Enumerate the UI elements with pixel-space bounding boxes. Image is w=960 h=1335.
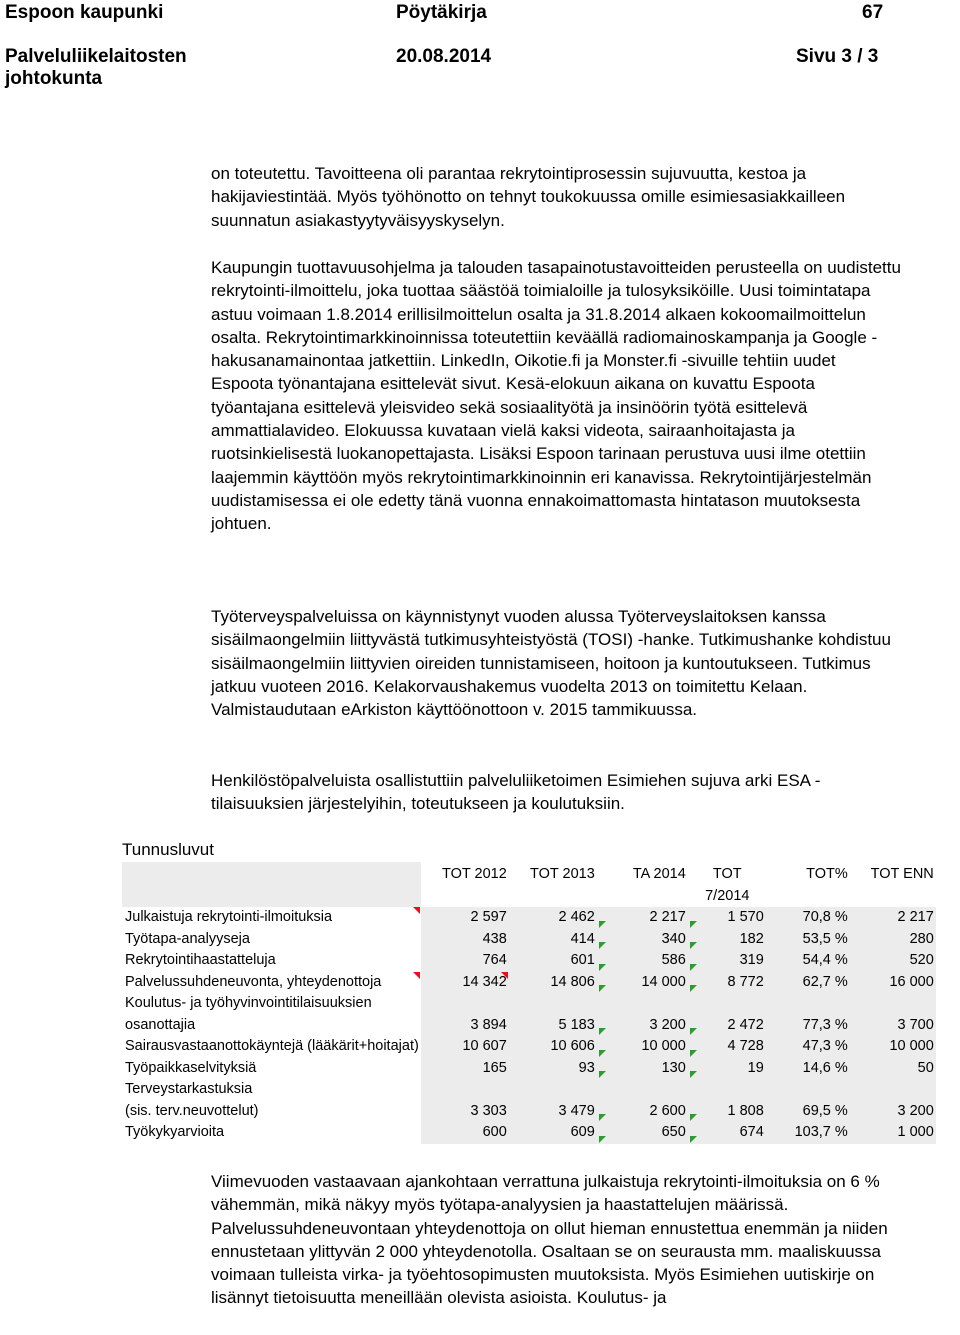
row-label: [122, 1122, 421, 1144]
cell-value: 1 570: [727, 909, 764, 925]
table-cell: [850, 907, 936, 929]
cell-value: 103,7 %: [794, 1124, 848, 1140]
formula-indicator-icon: [690, 964, 697, 971]
cell-value: 340: [661, 930, 686, 947]
table-cell: [597, 972, 688, 994]
table-cell: [688, 929, 766, 951]
row-label: [122, 929, 421, 951]
paragraph-text: Viimevuoden vastaavaan ajankohtaan verrattuna julkaistuja rekrytointi-ilmoituksia on 6 % vähemmän, mikä näkyy myös työtapa-analyysien ja haastattelujen määrissä. Palvelussuhdeneuvontaan yhteydenottoja on ollut hieman ennustettua enemmän ja niiden ennustetaan ylittyvän 2 000 yhteydenotolla. Osaltaan se on seurausta mm. maaliskuussa voimaan tulleista virka- ja työehtosopimusten muutoksista. Myös Esimiehen uutiskirje on lisännyt tietoisuutta meneillään olevista asioista. Koulutus- ja: [211, 1172, 888, 1308]
row-label: [122, 972, 421, 994]
table-row: [122, 1058, 936, 1080]
table-cell: [509, 950, 597, 972]
meeting-date: 20.08.2014: [396, 46, 492, 67]
cell-value: 600: [482, 1124, 507, 1140]
table-cell: [766, 907, 850, 929]
table-cell: [421, 1079, 509, 1122]
cell-value: 10 606: [550, 1038, 595, 1054]
formula-indicator-icon: [599, 964, 606, 971]
row-label-text: Terveystarkastuksia: [125, 1081, 253, 1097]
cell-value: 319: [739, 952, 764, 968]
formula-indicator-icon: [690, 942, 697, 949]
cell-value: 586: [661, 952, 686, 968]
cell-value: 14,6 %: [802, 1059, 848, 1076]
table-cell: [850, 1079, 936, 1122]
board-name-line2: johtokunta: [5, 68, 103, 89]
table-cell: [509, 1036, 597, 1058]
cell-value: 3 700: [897, 1016, 934, 1033]
table-cell: [597, 1122, 688, 1144]
cell-value: 280: [909, 930, 934, 947]
table-cell: [766, 993, 850, 1036]
table-row: [122, 929, 936, 951]
cell-value: 3 894: [470, 1016, 507, 1033]
cell-value: 182: [739, 930, 764, 947]
cell-value: 520: [909, 952, 934, 968]
cell-value: 8 772: [727, 973, 764, 990]
paragraph-hr-services: [211, 769, 901, 816]
formula-indicator-icon: [690, 1050, 697, 1057]
table-cell: [850, 993, 936, 1036]
table-cell: [850, 1122, 936, 1144]
paragraph-text: Henkilöstöpalveluista osallistuttiin palveluliiketoimen Esimiehen sujuva arki ESA -tilaisuuksien järjestelyihin, toteutukseen ja koulutuksiin.: [211, 771, 821, 814]
table-cell: [766, 1036, 850, 1058]
table-cell: [509, 1058, 597, 1080]
cell-value: 650: [661, 1124, 686, 1140]
cell-value: 19: [747, 1059, 764, 1076]
table-cell: [688, 950, 766, 972]
paragraph-summary: [211, 1170, 901, 1310]
cell-value: 3 479: [558, 1102, 595, 1119]
cell-value: 53,5 %: [802, 930, 848, 947]
table-cell: [421, 1036, 509, 1058]
key-figures-table: [122, 862, 936, 1144]
formula-indicator-icon: [690, 1028, 697, 1035]
formula-indicator-icon: [599, 985, 606, 992]
formula-indicator-icon: [690, 1136, 697, 1143]
header-tot2013: TOT 2013: [509, 862, 597, 907]
cell-value: 54,4 %: [802, 952, 848, 968]
table-cell: [766, 1122, 850, 1144]
header-tot-label: TOT: [712, 866, 742, 882]
formula-indicator-icon: [599, 942, 606, 949]
comment-marker-icon[interactable]: [413, 907, 420, 914]
table-row: [122, 972, 936, 994]
cell-value: 1 808: [727, 1102, 764, 1119]
table-cell: [509, 993, 597, 1036]
table-cell: [688, 993, 766, 1036]
cell-value: 1 000: [897, 1124, 934, 1140]
paragraph-recruitment-marketing: [211, 256, 901, 536]
formula-indicator-icon: [690, 985, 697, 992]
cell-value: 609: [570, 1124, 595, 1140]
table-cell: [509, 1122, 597, 1144]
table-cell: [421, 950, 509, 972]
cell-value: 3 200: [897, 1102, 934, 1119]
header-label-cell: [122, 862, 421, 907]
cell-value: 77,3 %: [802, 1016, 848, 1033]
table-cell: [597, 907, 688, 929]
row-label: [122, 993, 421, 1036]
formula-indicator-icon: [690, 1114, 697, 1121]
comment-marker-icon[interactable]: [413, 972, 420, 979]
table-cell: [850, 950, 936, 972]
cell-value: 14 342: [462, 973, 507, 990]
comment-marker-icon[interactable]: [501, 972, 508, 979]
row-label-text: Palvelussuhdeneuvonta, yhteydenottoja: [125, 973, 382, 990]
cell-value: 414: [570, 930, 595, 947]
table-cell: [766, 950, 850, 972]
table-cell: [850, 1058, 936, 1080]
row-label-text: Julkaistuja rekrytointi-ilmoituksia: [125, 909, 333, 925]
header-7-2014-label: 7/2014: [705, 887, 750, 904]
table-row: [122, 950, 936, 972]
paragraph-text: Kaupungin tuottavuusohjelma ja talouden tasapainotustavoitteiden perusteella on uudistettu rekrytointi-ilmoittelu, joka tuottaa säästöä toimialoille ja tulosyksiköille. Uusi toimintatapa astuu voimaan 1.8.2014 erillisilmoittelun osalta ja 31.8.2014 alkaen kokoomailmoittelun osalta. Rekrytointimarkkinoinnissa toteutettiin keväällä radiomainoskampanja ja Google -hakusanamainontaa jatkettiin. LinkedIn, Oikotie.fi ja Monster.fi -sivuille tehtiin uudet Espoota työnantajana esittelevät sivut. Kesä-elokuun aikana on kuvattu Espoota työantajana esittelevä yleisvideo sekä sosiaalityötä ja insinöörin työtä esittelevä ammattialavideo. Elokuussa kuvataan vielä kaksi videota, sairaanhoitajasta ja ruotsinkielisestä luokanopettajasta. Lisäksi Espoon tarinaan perustuva uusi ilme otettiin laajemmin käyttöön myös rekrytointimarkkinoinnin eri kanavissa. Rekrytointijärjestelmän uudistamisessa ei ole edetty tänä vuonna ennakoimattomasta hintatason muutoksesta johtuen.: [211, 258, 901, 534]
table-cell: [688, 1036, 766, 1058]
formula-indicator-icon: [599, 1028, 606, 1035]
row-label: [122, 1058, 421, 1080]
formula-indicator-icon: [599, 921, 606, 928]
header-tot2012: TOT 2012: [421, 862, 509, 907]
cell-value: 10 000: [889, 1038, 934, 1054]
row-label-text: Koulutus- ja työhyvinvointitilaisuuksien: [125, 995, 372, 1011]
table-cell: [766, 1058, 850, 1080]
table-cell: [688, 1079, 766, 1122]
page-indicator: Sivu 3 / 3: [796, 46, 879, 67]
cell-value: 50: [917, 1059, 934, 1076]
row-label-text: Työtapa-analyyseja: [125, 930, 250, 947]
row-label: [122, 1036, 421, 1058]
cell-value: 47,3 %: [802, 1038, 848, 1054]
table-cell: [509, 907, 597, 929]
cell-value: 2 597: [470, 909, 507, 925]
cell-value: 4 728: [727, 1038, 764, 1054]
cell-value: 10 000: [641, 1038, 686, 1054]
table-cell: [688, 907, 766, 929]
table-row: [122, 993, 936, 1036]
cell-value: 2 217: [897, 909, 934, 925]
table-row: [122, 1122, 936, 1144]
table-cell: [421, 1058, 509, 1080]
table-cell: [766, 972, 850, 994]
table-cell: [597, 1058, 688, 1080]
row-label-text-line2: osanottajia: [125, 1016, 196, 1033]
document-type: Pöytäkirja: [396, 2, 487, 23]
board-name-line1: Palveluliikelaitosten: [5, 46, 187, 67]
table-cell: [421, 907, 509, 929]
table-cell: [597, 1079, 688, 1122]
paragraph-text: on toteutettu. Tavoitteena oli parantaa rekrytointiprosessin sujuvuutta, kestoa ja hakijaviestintää. Myös työhönotto on tehnyt toukokuussa omille esimiesasiakkailleen suunnatun asiakastyytyväisyyskyselyn.: [211, 164, 846, 230]
cell-value: 130: [661, 1059, 686, 1076]
section-title-key-figures: Tunnusluvut: [122, 840, 214, 859]
formula-indicator-icon: [690, 921, 697, 928]
table-cell: [688, 972, 766, 994]
row-label: [122, 907, 421, 929]
cell-value: 62,7 %: [802, 973, 848, 990]
cell-value: 10 607: [462, 1038, 507, 1054]
paragraph-text: Työterveyspalveluissa on käynnistynyt vuoden alussa Työterveyslaitoksen kanssa sisäilmaongelmiin liittyvästä tutkimusyhteistyöstä (TOSI) -hanke. Tutkimushanke kohdistuu sisäilmaongelmiin liittyvien oireiden tunnistamiseen, hoitoon ja kuntoutukseen. Tutkimus jatkuu vuoteen 2016. Kelakorvaushakemus vuodelta 2013 on toimitettu Kelaan. Valmistaudutaan eArkiston käyttöönottoon v. 2015 tammikuussa.: [211, 607, 891, 720]
cell-value: 14 806: [550, 973, 595, 990]
row-label: [122, 950, 421, 972]
row-label-text: Työpaikkaselvityksiä: [125, 1059, 257, 1076]
formula-indicator-icon: [599, 1050, 606, 1057]
table-cell: [421, 993, 509, 1036]
table-cell: [688, 1122, 766, 1144]
table-row: [122, 1036, 936, 1058]
table-row: [122, 1079, 936, 1122]
cell-value: 93: [578, 1059, 595, 1076]
cell-value: 5 183: [558, 1016, 595, 1033]
cell-value: 165: [482, 1059, 507, 1076]
table-cell: [509, 1079, 597, 1122]
header-ta2014: TA 2014: [597, 862, 688, 907]
table-cell: [597, 1036, 688, 1058]
table-cell: [597, 929, 688, 951]
cell-value: 601: [570, 952, 595, 968]
cell-value: 2 217: [649, 909, 686, 925]
cell-value: 3 200: [649, 1016, 686, 1033]
table-cell: [597, 950, 688, 972]
table-cell: [850, 972, 936, 994]
row-label-text-line2: (sis. terv.neuvottelut): [125, 1102, 259, 1119]
paragraph-occupational-health: [211, 605, 901, 721]
table-row: [122, 907, 936, 929]
org-name: Espoon kaupunki: [5, 2, 164, 23]
header-tot-7-2014: [688, 862, 766, 907]
row-label: [122, 1079, 421, 1122]
table-cell: [421, 972, 509, 994]
cell-value: 14 000: [641, 973, 686, 990]
table-cell: [850, 1036, 936, 1058]
table-cell: [509, 972, 597, 994]
table-cell: [421, 929, 509, 951]
row-label-text: Työkykyarvioita: [125, 1124, 225, 1140]
formula-indicator-icon: [599, 1071, 606, 1078]
cell-value: 16 000: [889, 973, 934, 990]
cell-value: 2 600: [649, 1102, 686, 1119]
paragraph-recruitment-survey: [211, 162, 901, 232]
formula-indicator-icon: [690, 1071, 697, 1078]
cell-value: 2 472: [727, 1016, 764, 1033]
table-header-row: [122, 862, 936, 907]
cell-value: 764: [482, 952, 507, 968]
row-label-text: Sairausvastaanottokäyntejä (lääkärit+hoitajat): [125, 1038, 419, 1054]
row-label-text: Rekrytointihaastatteluja: [125, 952, 276, 968]
header-tot-percent: TOT%: [766, 862, 850, 907]
cell-value: 674: [739, 1124, 764, 1140]
table-cell: [688, 1058, 766, 1080]
cell-value: 438: [482, 930, 507, 947]
table-cell: [421, 1122, 509, 1144]
header-tot-enn: TOT ENN: [850, 862, 936, 907]
cell-value: 3 303: [470, 1102, 507, 1119]
table-cell: [766, 929, 850, 951]
cell-value: 2 462: [558, 909, 595, 925]
document-number: 67: [862, 2, 884, 23]
cell-value: 70,8 %: [802, 909, 848, 925]
formula-indicator-icon: [599, 1136, 606, 1143]
table-cell: [597, 993, 688, 1036]
formula-indicator-icon: [599, 1114, 606, 1121]
table-cell: [766, 1079, 850, 1122]
cell-value: 69,5 %: [802, 1102, 848, 1119]
table-cell: [850, 929, 936, 951]
table-cell: [509, 929, 597, 951]
